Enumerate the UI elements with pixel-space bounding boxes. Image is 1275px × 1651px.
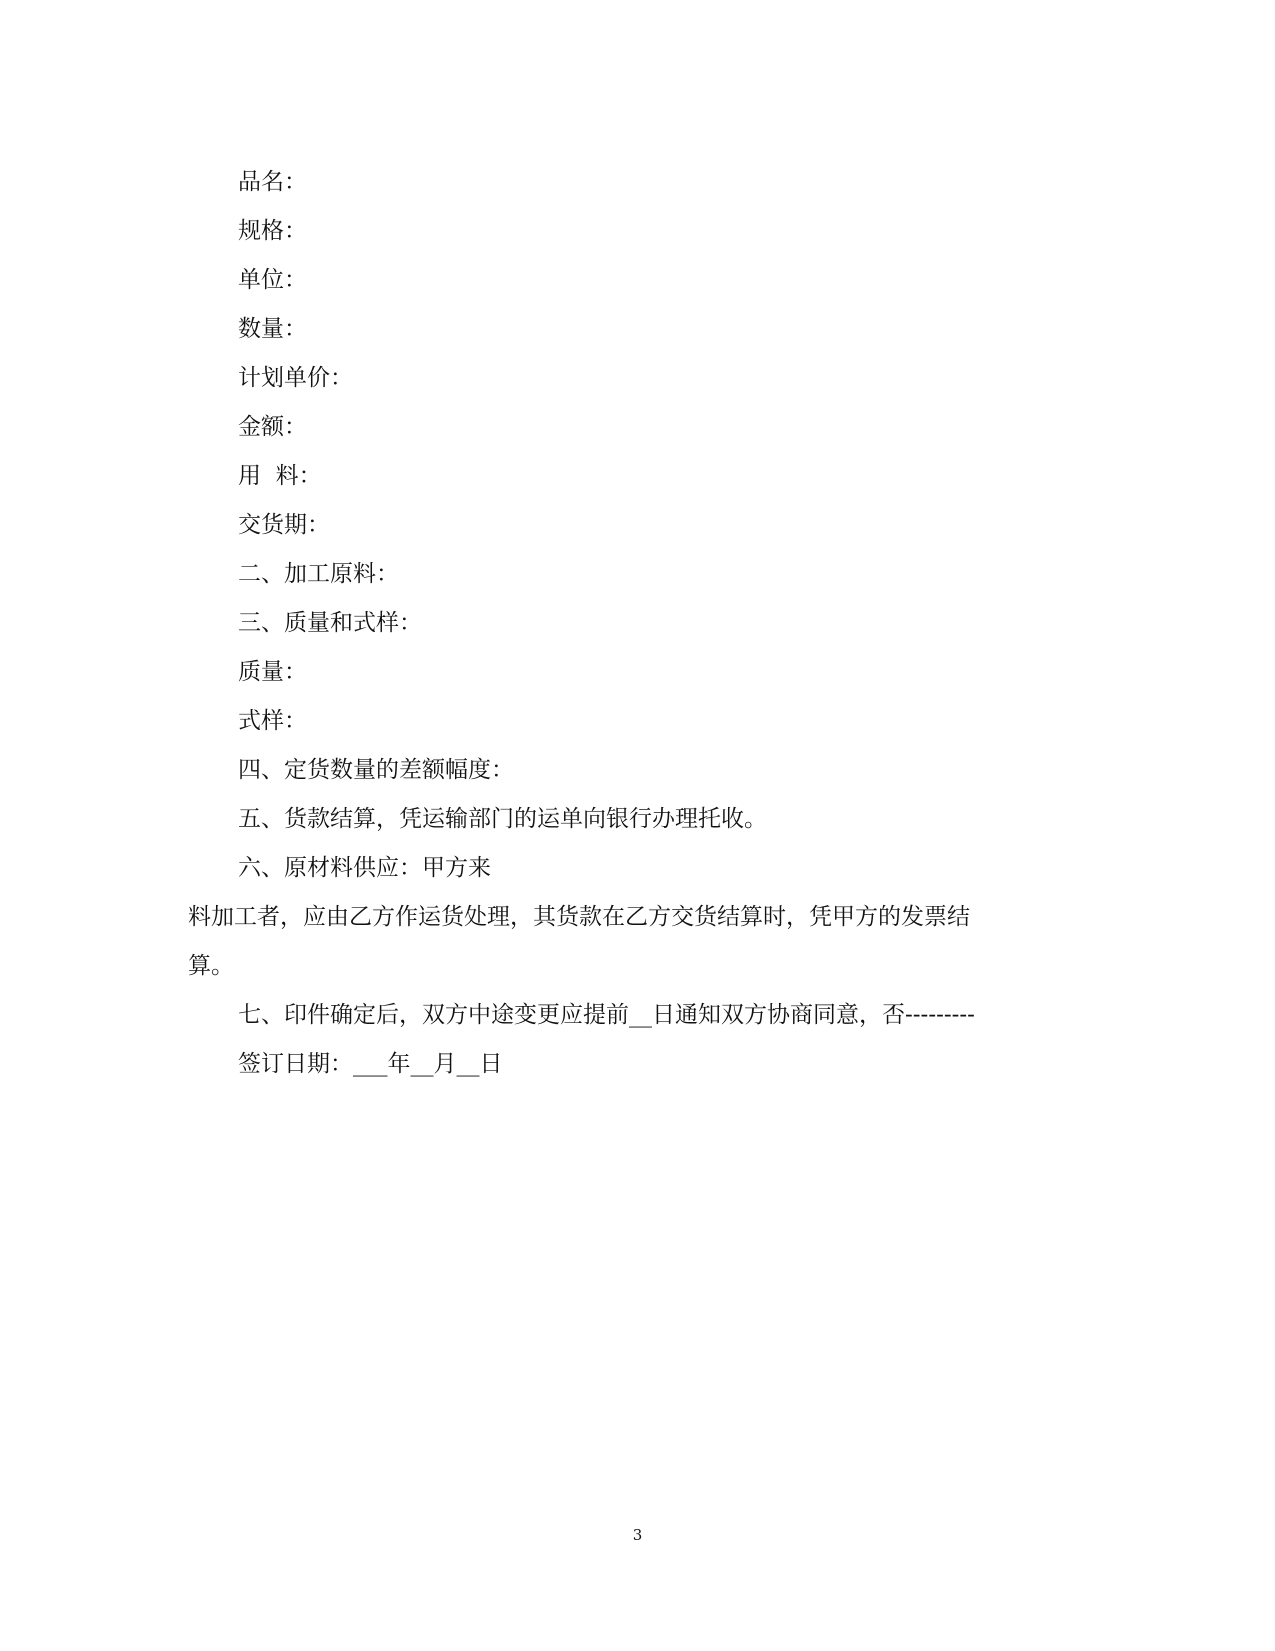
clause-3-quality-style: 三、质量和式样：: [238, 610, 422, 636]
field-amount: 金额：: [238, 414, 307, 440]
document-body: [188, 158, 1088, 1089]
clause-6-continuation-end: 算。: [188, 953, 234, 979]
clause-6-continuation: 料加工者，应由乙方作运货处理，其货款在乙方交货结算时，凭甲方的发票结: [188, 904, 970, 930]
field-quality: 质量：: [238, 659, 307, 685]
clause-4-quantity-tolerance: 四、定货数量的差额幅度：: [238, 757, 514, 783]
field-quantity: 数量：: [238, 316, 307, 342]
field-materials: 用 料：: [238, 463, 322, 489]
clause-7-print-confirmation: 七、印件确定后，双方中途变更应提前__日通知双方协商同意，否---------: [238, 1002, 975, 1028]
page-number: 3: [632, 1526, 643, 1544]
clause-6-material-supply: 六、原材料供应：甲方来: [238, 855, 491, 881]
field-specification: 规格：: [238, 218, 307, 244]
field-delivery-date: 交货期：: [238, 512, 330, 538]
signing-date: 签订日期：___年__月__日: [238, 1051, 503, 1077]
clause-2-raw-materials: 二、加工原料：: [238, 561, 399, 587]
field-unit: 单位：: [238, 267, 307, 293]
field-product-name: 品名：: [238, 169, 307, 195]
field-planned-unit-price: 计划单价：: [238, 365, 353, 391]
field-style: 式样：: [238, 708, 307, 734]
clause-5-payment-settlement: 五、货款结算，凭运输部门的运单向银行办理托收。: [238, 806, 767, 832]
